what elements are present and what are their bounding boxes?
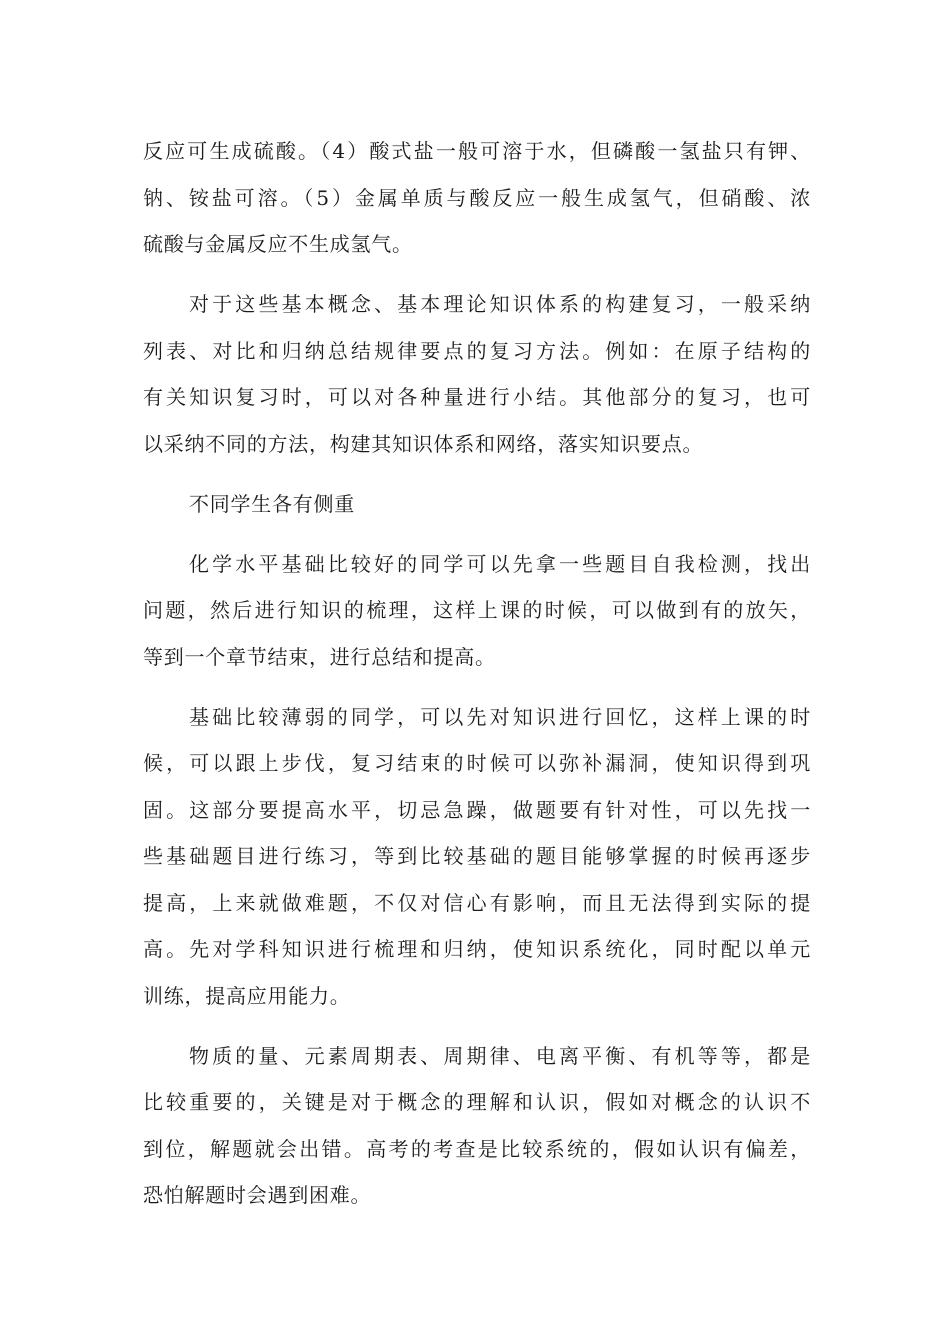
text-line: 训练，提高应用能力。 [143, 983, 351, 1008]
text-line: 硫酸与金属反应不生成氢气。 [143, 232, 413, 256]
text-line: 基础比较薄弱的同学，可以先对知识进行回忆，这样上课的时 [189, 704, 811, 729]
text-line: 对于这些基本概念、基本理论知识体系的构建复习，一般采纳 [189, 292, 811, 316]
text-line: 化学水平基础比较好的同学可以先拿一些题目自我检测，找出 [189, 551, 811, 576]
text-line: 等到一个章节结束，进行总结和提高。 [143, 644, 496, 669]
text-line: 候，可以跟上步伐，复习结束的时候可以弥补漏洞，使知识得到巩 [143, 751, 811, 775]
paragraph-gap [143, 680, 811, 694]
text-line: 恐怕解题时会遇到困难。 [143, 1183, 372, 1207]
text-line: 比较重要的，关键是对于概念的理解和认识，假如对概念的认识不 [143, 1090, 811, 1114]
text-line: 列表、对比和归纳总结规律要点的复习方法。例如：在原子结构的 [143, 338, 811, 363]
document-body [143, 128, 811, 1219]
section-heading-text: 不同学生各有侧重 [189, 491, 355, 516]
text-line: 问题，然后进行知识的梳理，这样上课的时候，可以做到有的放矢， [143, 598, 811, 622]
paragraph-strong-students [143, 541, 811, 681]
paragraph-gap [143, 467, 811, 481]
text-line: 提高，上来就做难题，不仅对信心有影响，而且无法得到实际的提 [143, 890, 811, 915]
paragraph-gap [143, 1019, 811, 1033]
paragraph-weak-students [143, 694, 811, 1020]
text-line: 物质的量、元素周期表、周期律、电离平衡、有机等等，都是 [189, 1043, 811, 1068]
text-line: 些基础题目进行练习，等到比较基础的题目能够掌握的时候再逐步 [143, 844, 811, 868]
paragraph-review-methods [143, 281, 811, 467]
paragraph-key-concepts [143, 1033, 811, 1219]
text-line: 高。先对学科知识进行梳理和归纳，使知识系统化，同时配以单元 [143, 937, 811, 961]
text-line: 以采纳不同的方法，构建其知识体系和网络，落实知识要点。 [143, 431, 704, 456]
section-heading [143, 481, 811, 528]
text-line: 有关知识复习时，可以对各种量进行小结。其他部分的复习，也可 [143, 385, 811, 409]
text-line: 反应可生成硫酸。（4）酸式盐一般可溶于水，但磷酸一氢盐只有钾、 [143, 139, 811, 163]
paragraph-gap [143, 268, 811, 282]
text-line: 到位，解题就会出错。高考的考查是比较系统的，假如认识有偏差， [143, 1136, 811, 1161]
paragraph-gap [143, 527, 811, 541]
text-line: 固。这部分要提高水平，切忌急躁，做题要有针对性，可以先找一 [143, 797, 811, 822]
text-line: 钠、铵盐可溶。（5）金属单质与酸反应一般生成氢气，但硝酸、浓 [143, 185, 811, 210]
paragraph-continuation [143, 128, 811, 268]
